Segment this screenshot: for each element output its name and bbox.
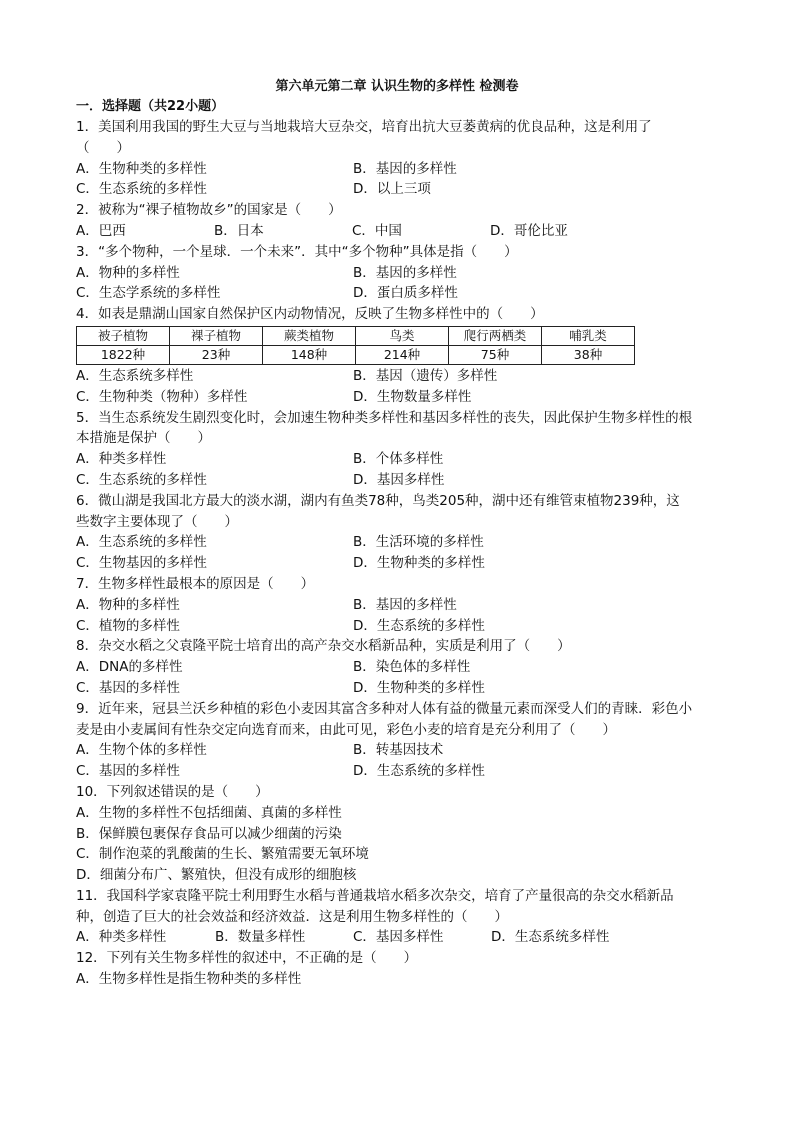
table-cell: 1822种 [77, 345, 170, 364]
option-c: C．生物种类（物种）多样性 [76, 388, 248, 405]
option-row [76, 927, 716, 948]
option-c: C．基因的多样性 [76, 763, 180, 780]
option-d: D．生态系统多样性 [491, 929, 610, 946]
table-header-row [77, 326, 635, 345]
question-stem: 3．“多个物种，一个星球．一个未来”．其中“多个物种”具体是指（ ） [76, 243, 518, 260]
option-c: C．生态系统的多样性 [76, 181, 207, 198]
option-c: C．生态学系统的多样性 [76, 285, 221, 302]
option-d: D．哥伦比亚 [490, 222, 568, 239]
question-stem-cont: 本措施是保护（ ） [76, 430, 211, 447]
option-d: D．细菌分布广、繁殖快，但没有成形的细胞核 [76, 867, 357, 884]
question-stem: 6．微山湖是我国北方最大的淡水湖，湖内有鱼类78种，鸟类205种，湖中还有维管束植物239种，这 [76, 492, 680, 509]
option-row [76, 366, 716, 387]
option-d: D．生物数量多样性 [353, 388, 472, 405]
option-row [76, 470, 716, 491]
option-d: D．生物种类的多样性 [353, 679, 485, 696]
option-a: A．种类多样性 [76, 451, 167, 468]
option-d: D．生物种类的多样性 [353, 555, 485, 572]
question-stem-cont: （ ） [76, 139, 130, 156]
table-cell: 214种 [356, 345, 449, 364]
table-cell: 38种 [542, 345, 635, 364]
question-list [76, 117, 716, 990]
option-a: A．生物的多样性不包括细菌、真菌的多样性 [76, 804, 342, 821]
table-header-cell: 哺乳类 [542, 326, 635, 345]
option-row [76, 761, 716, 782]
table-row [77, 345, 635, 364]
option-b: B．基因的多样性 [353, 160, 457, 177]
option-a: A．巴西 [76, 222, 126, 239]
option-a: A．生态系统的多样性 [76, 534, 207, 551]
question-stem: 9．近年来，冠县兰沃乡种植的彩色小麦因其富含多种对人体有益的微量元素而深受人们的青睐．彩色小 [76, 700, 693, 717]
question-stem: 7．生物多样性最根本的原因是（ ） [76, 575, 315, 592]
option-a: A．种类多样性 [76, 929, 167, 946]
question-stem: 1．美国利用我国的野生大豆与当地栽培大豆杂交，培育出抗大豆萎黄病的优良品种，这是利用了 [76, 119, 652, 135]
option-b: B．基因（遗传）多样性 [353, 367, 498, 384]
option-b: B．染色体的多样性 [353, 659, 471, 676]
option-row [76, 532, 716, 553]
option-b: B．基因的多样性 [353, 596, 457, 613]
option-a: A．生物个体的多样性 [76, 742, 207, 759]
option-a: A．物种的多样性 [76, 596, 180, 613]
option-row [76, 179, 716, 200]
question-stem-cont: 些数字主要体现了（ ） [76, 513, 238, 530]
option-a: A．生物多样性是指生物种类的多样性 [76, 971, 302, 988]
table-header-cell: 被子植物 [77, 326, 170, 345]
option-d: D．基因多样性 [353, 471, 445, 488]
option-b: B．日本 [214, 222, 264, 239]
table-cell: 75种 [449, 345, 542, 364]
question-stem: 5．当生态系统发生剧烈变化时，会加速生物种类多样性和基因多样性的丧失，因此保护生物多样性的根 [76, 409, 693, 426]
option-d: D．以上三项 [353, 181, 431, 198]
option-c: C．制作泡菜的乳酸菌的生长、繁殖需要无氧环境 [76, 846, 369, 863]
section-heading: 一．选择题（共22小题） [76, 99, 225, 114]
option-c: C．基因多样性 [353, 929, 444, 946]
option-row [76, 221, 716, 242]
option-b: B．个体多样性 [353, 451, 444, 468]
option-c: C．中国 [352, 222, 402, 239]
question-stem-cont: 麦是由小麦属间有性杂交定向选育而来，由此可见，彩色小麦的培育是充分利用了（ ） [76, 721, 616, 738]
option-row [76, 740, 716, 761]
question-stem: 10．下列叙述错误的是（ ） [76, 783, 269, 800]
option-c: C．基因的多样性 [76, 679, 180, 696]
option-d: D．生态系统的多样性 [353, 617, 485, 634]
option-row [76, 387, 716, 408]
option-row [76, 283, 716, 304]
option-row [76, 159, 716, 180]
option-d: D．蛋白质多样性 [353, 285, 458, 302]
question-stem: 11．我国科学家袁隆平院士利用野生水稻与普通栽培水稻多次杂交，培育了产量很高的杂交水稻新品 [76, 887, 674, 904]
option-row [76, 657, 716, 678]
species-table [76, 326, 635, 365]
option-c: C．生物基因的多样性 [76, 555, 207, 572]
table-header-cell: 鸟类 [356, 326, 449, 345]
question-stem: 8．杂交水稻之父袁隆平院士培育出的高产杂交水稻新品种，实质是利用了（ ） [76, 638, 571, 655]
option-b: B．保鲜膜包裹保存食品可以减少细菌的污染 [76, 825, 342, 842]
option-b: B．转基因技术 [353, 742, 444, 759]
option-b: B．生活环境的多样性 [353, 534, 484, 551]
option-b: B．数量多样性 [215, 929, 306, 946]
option-row [76, 263, 716, 284]
option-a: A．生态系统多样性 [76, 367, 194, 384]
table-cell: 23种 [170, 345, 263, 364]
option-row [76, 616, 716, 637]
question-stem-cont: 种，创造了巨大的社会效益和经济效益．这是利用生物多样性的（ ） [76, 908, 508, 925]
question-stem: 2．被称为“裸子植物故乡”的国家是（ ） [76, 202, 342, 219]
table-header-cell: 裸子植物 [170, 326, 263, 345]
option-c: C．生态系统的多样性 [76, 471, 207, 488]
option-a: A．生物种类的多样性 [76, 160, 207, 177]
question-stem: 12．下列有关生物多样性的叙述中，不正确的是（ ） [76, 950, 418, 967]
option-row [76, 595, 716, 616]
table-header-cell: 爬行两栖类 [449, 326, 542, 345]
option-row [76, 678, 716, 699]
page-title: 第六单元第二章 认识生物的多样性 检测卷 [275, 79, 519, 94]
table-header-cell: 蕨类植物 [263, 326, 356, 345]
option-d: D．生态系统的多样性 [353, 763, 485, 780]
option-b: B．基因的多样性 [353, 264, 457, 281]
option-c: C．植物的多样性 [76, 617, 180, 634]
table-cell: 148种 [263, 345, 356, 364]
question-stem: 4．如表是鼎湖山国家自然保护区内动物情况，反映了生物多样性中的（ ） [76, 306, 544, 323]
option-row [76, 553, 716, 574]
option-row [76, 449, 716, 470]
option-a: A．物种的多样性 [76, 264, 180, 281]
option-a: A．DNA的多样性 [76, 659, 183, 676]
